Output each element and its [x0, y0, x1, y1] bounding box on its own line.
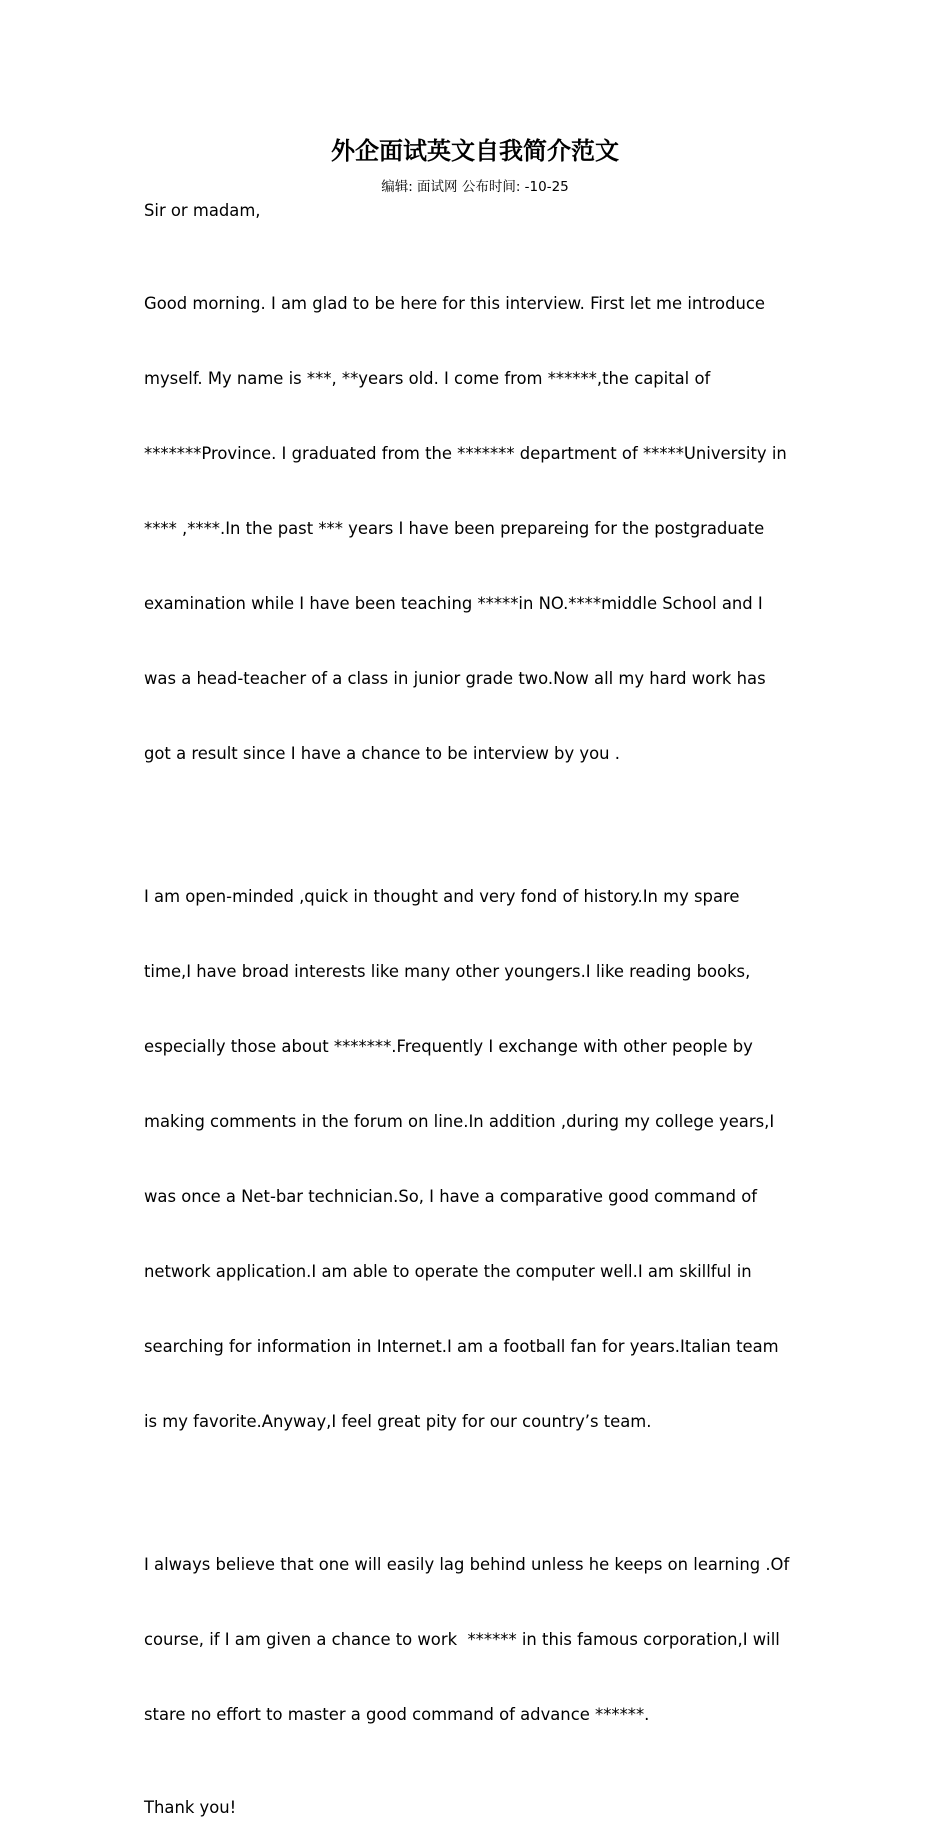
- paragraph-line: network application.I am able to operate the computer well.I am skillful in: [144, 1262, 752, 1281]
- paragraph-line: I am open-minded ,quick in thought and very fond of history.In my spare: [144, 887, 740, 906]
- paragraph-line: Good morning. I am glad to be here for this interview. First let me introduce: [144, 294, 765, 313]
- document-body: [144, 198, 824, 1838]
- paragraph-2: [144, 834, 824, 1484]
- paragraph-line: time,I have broad interests like many other youngers.I like reading books,: [144, 962, 751, 981]
- paragraph-line: I always believe that one will easily lag behind unless he keeps on learning .Of: [144, 1555, 790, 1574]
- paragraph-line: was once a Net-bar technician.So, I have a comparative good command of: [144, 1187, 758, 1206]
- document-title: 外企面试英文自我简介范文: [331, 137, 619, 165]
- paragraph-line: especially those about *******.Frequently I exchange with other people by: [144, 1037, 753, 1056]
- document-meta: 编辑: 面试网 公布时间: -10-25: [381, 179, 569, 195]
- paragraph-line: searching for information in Internet.I am a football fan for years.Italian team: [144, 1337, 779, 1356]
- paragraph-line: got a result since I have a chance to be interview by you .: [144, 744, 620, 763]
- closing: Thank you!: [144, 1798, 237, 1817]
- paragraph-3: [144, 1502, 824, 1777]
- paragraph-line: *******Province. I graduated from the ******* department of *****University in: [144, 444, 787, 463]
- paragraph-1: [144, 241, 824, 816]
- paragraph-line: myself. My name is ***, **years old. I come from ******,the capital of: [144, 369, 711, 388]
- paragraph-line: examination while I have been teaching *****in NO.****middle School and I: [144, 594, 763, 613]
- paragraph-line: was a head-teacher of a class in junior grade two.Now all my hard work has: [144, 669, 766, 688]
- paragraph-line: stare no effort to master a good command of advance ******.: [144, 1705, 650, 1724]
- paragraph-line: course, if I am given a chance to work ****** in this famous corporation,I will: [144, 1630, 780, 1649]
- paragraph-line: making comments in the forum on line.In addition ,during my college years,I: [144, 1112, 775, 1131]
- paragraph-line: **** ,****.In the past *** years I have been prepareing for the postgraduate: [144, 519, 765, 538]
- salutation: Sir or madam,: [144, 201, 261, 220]
- paragraph-line: is my favorite.Anyway,I feel great pity for our country’s team.: [144, 1412, 652, 1431]
